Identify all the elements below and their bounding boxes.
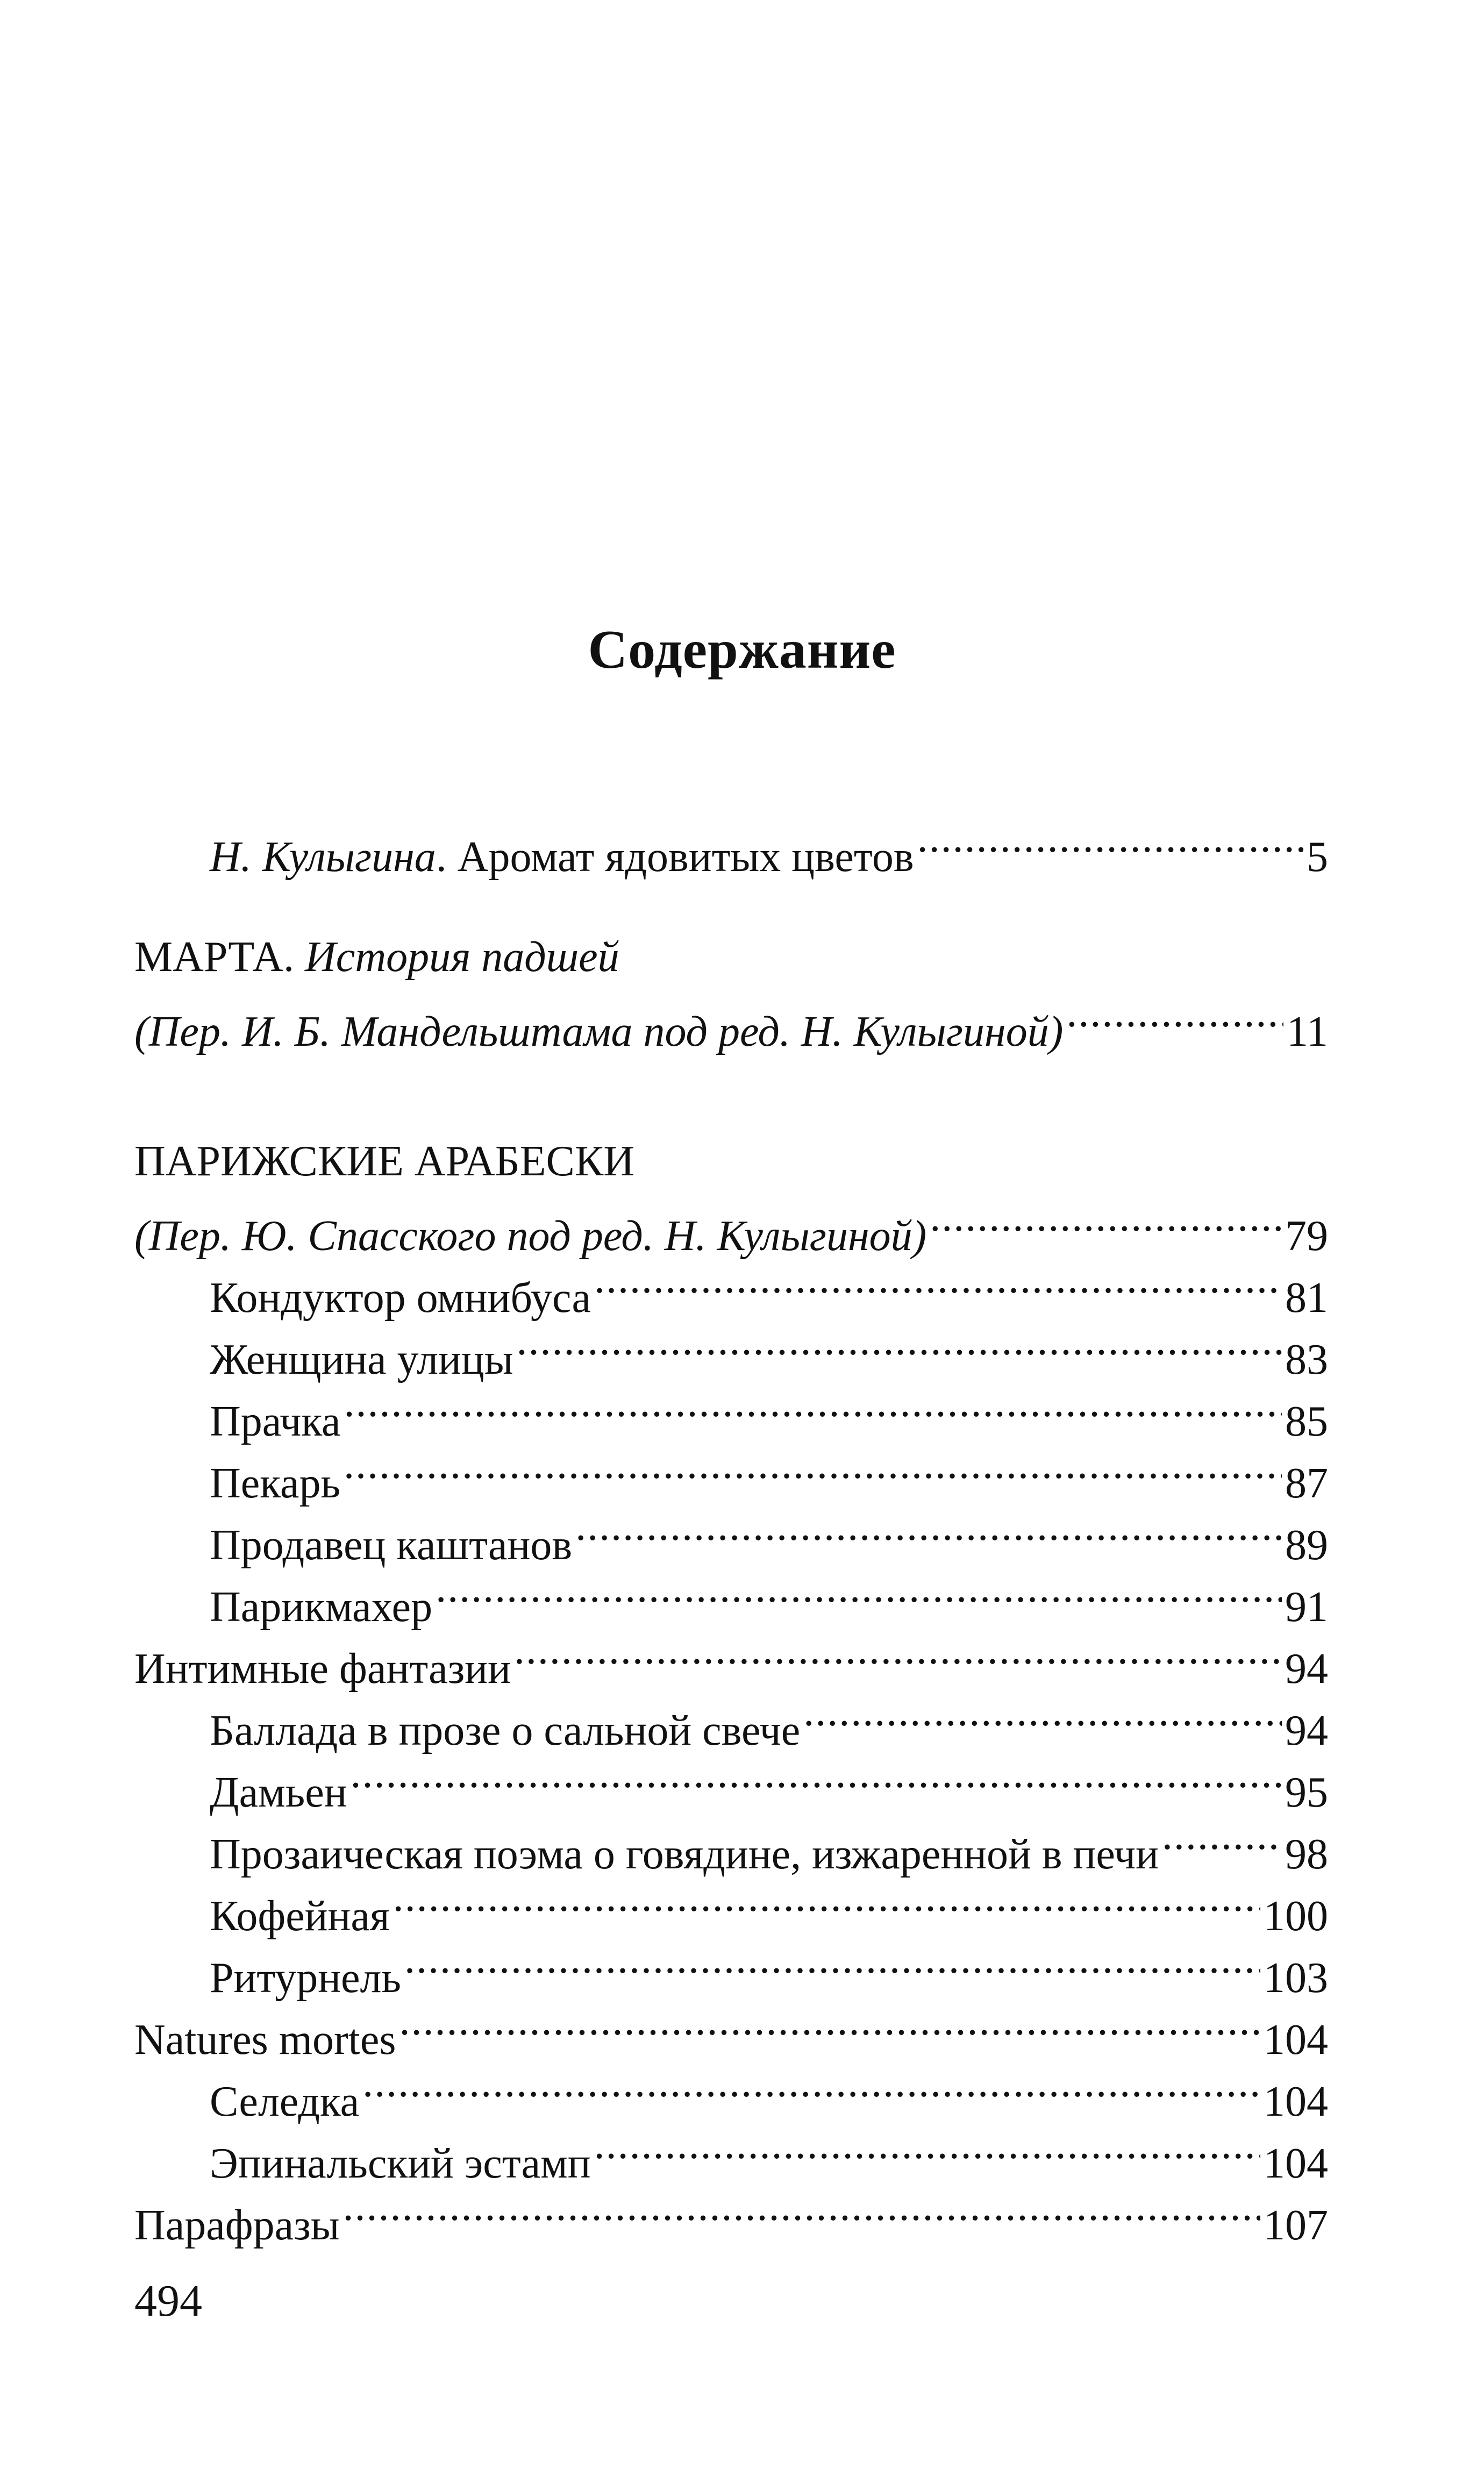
entry-page-number: 5 — [1307, 833, 1328, 881]
toc-entry-marta-heading — [134, 930, 619, 984]
entry-page-number: 89 — [1285, 1522, 1328, 1569]
toc-entry-arabesques[interactable] — [134, 1196, 1328, 1260]
entry-title: Продавец каштанов — [210, 1522, 573, 1569]
dot-leader — [575, 1505, 1282, 1559]
entry-page-number: 98 — [1285, 1831, 1328, 1878]
dot-leader — [344, 1382, 1282, 1436]
entry-title: Эпинальский эстамп — [210, 2140, 591, 2187]
entry-page-number: 87 — [1285, 1460, 1328, 1507]
entry-title: Кондуктор омнибуса — [210, 1274, 591, 1322]
toc-entry[interactable] — [134, 1753, 1328, 1816]
dot-leader — [362, 2062, 1260, 2116]
entry-page-number: 95 — [1285, 1769, 1328, 1816]
dot-leader — [351, 1753, 1282, 1807]
dot-leader — [343, 2186, 1260, 2239]
toc-entry[interactable] — [134, 1382, 1328, 1445]
entry-page-number: 83 — [1285, 1336, 1328, 1383]
toc-entry[interactable] — [134, 1876, 1328, 1940]
dot-leader — [399, 2000, 1260, 2054]
toc-entry[interactable] — [134, 2000, 1328, 2064]
entry-title: Кофейная — [210, 1893, 390, 1940]
entry-title: Селедка — [210, 2078, 360, 2125]
entry-page-number: 104 — [1264, 2016, 1328, 2064]
dot-leader — [803, 1691, 1282, 1745]
translator-note: (Пер. Ю. Спасского под ред. Н. Кулыгиной) — [134, 1212, 927, 1260]
section-title: МАРТА — [134, 933, 284, 981]
toc-entry[interactable] — [134, 1258, 1328, 1322]
dot-leader — [917, 817, 1303, 871]
entry-title: Natures mortes — [134, 2016, 396, 2064]
page-number: 494 — [134, 2276, 202, 2326]
dot-leader — [404, 1938, 1260, 1992]
entry-page-number: 85 — [1285, 1398, 1328, 1445]
page-title: Содержание — [588, 619, 896, 680]
section-subtitle: История падшей — [305, 933, 619, 981]
entry-title: Женщина улицы — [210, 1336, 513, 1383]
toc-entry[interactable] — [134, 1938, 1328, 2002]
dot-leader — [1162, 1815, 1282, 1868]
toc-entry[interactable] — [134, 2124, 1328, 2187]
entry-title: Дамьен — [210, 1769, 347, 1816]
dot-leader — [930, 1196, 1282, 1250]
toc-entry[interactable] — [134, 1567, 1328, 1631]
entry-title: Баллада в прозе о сальной свече — [210, 1707, 801, 1754]
toc-entry-intro[interactable] — [134, 817, 1328, 881]
entry-page-number: 91 — [1285, 1583, 1328, 1631]
entry-page-number: 94 — [1285, 1645, 1328, 1693]
translator-note: (Пер. И. Б. Мандельштама под ред. Н. Кулыгиной) — [134, 1008, 1064, 1055]
entry-title: Пекарь — [210, 1460, 340, 1507]
entry-title: Ритурнель — [210, 1954, 401, 2002]
dot-leader — [344, 1444, 1282, 1497]
entry-title: Парикмахер — [210, 1583, 433, 1631]
toc-entry[interactable] — [134, 2062, 1328, 2125]
toc-entry[interactable] — [134, 1629, 1328, 1693]
dot-leader — [514, 1629, 1282, 1683]
toc-entry[interactable] — [134, 2186, 1328, 2249]
entry-page-number: 100 — [1264, 1893, 1328, 1940]
dot-leader — [1066, 992, 1283, 1046]
entry-page-number: 103 — [1264, 1954, 1328, 2002]
entry-page-number: 94 — [1285, 1707, 1328, 1754]
toc-entry[interactable] — [134, 1815, 1328, 1878]
entry-separator: . — [283, 933, 305, 981]
dot-leader — [393, 1876, 1260, 1930]
entry-title: Парафразы — [134, 2202, 340, 2249]
section-title: ПАРИЖСКИЕ АРАБЕСКИ — [134, 1138, 634, 1185]
dot-leader — [594, 1258, 1282, 1312]
entry-page-number: 11 — [1286, 1008, 1328, 1055]
entry-page-number: 79 — [1285, 1212, 1328, 1260]
entry-page-number: 104 — [1264, 2140, 1328, 2187]
dot-leader — [436, 1567, 1282, 1621]
toc-entry[interactable] — [134, 1444, 1328, 1507]
dot-leader — [594, 2124, 1260, 2178]
entry-page-number: 81 — [1285, 1274, 1328, 1322]
entry-title: Прачка — [210, 1398, 341, 1445]
entry-page-number: 104 — [1264, 2078, 1328, 2125]
dot-leader — [516, 1320, 1282, 1374]
toc-entry-marta[interactable] — [134, 992, 1328, 1055]
entry-separator: . — [436, 833, 458, 881]
entry-title: Аромат ядовитых цветов — [457, 833, 914, 881]
toc-entry[interactable] — [134, 1691, 1328, 1754]
entry-page-number: 107 — [1264, 2202, 1328, 2249]
toc-entry-arabesques-heading — [134, 1134, 634, 1188]
toc-entry[interactable] — [134, 1320, 1328, 1383]
entry-author: Н. Кулыгина — [210, 833, 436, 881]
toc-entry[interactable] — [134, 1505, 1328, 1569]
entry-title: Интимные фантазии — [134, 1645, 511, 1693]
entry-title: Прозаическая поэма о говядине, изжаренной в печи — [210, 1831, 1159, 1878]
